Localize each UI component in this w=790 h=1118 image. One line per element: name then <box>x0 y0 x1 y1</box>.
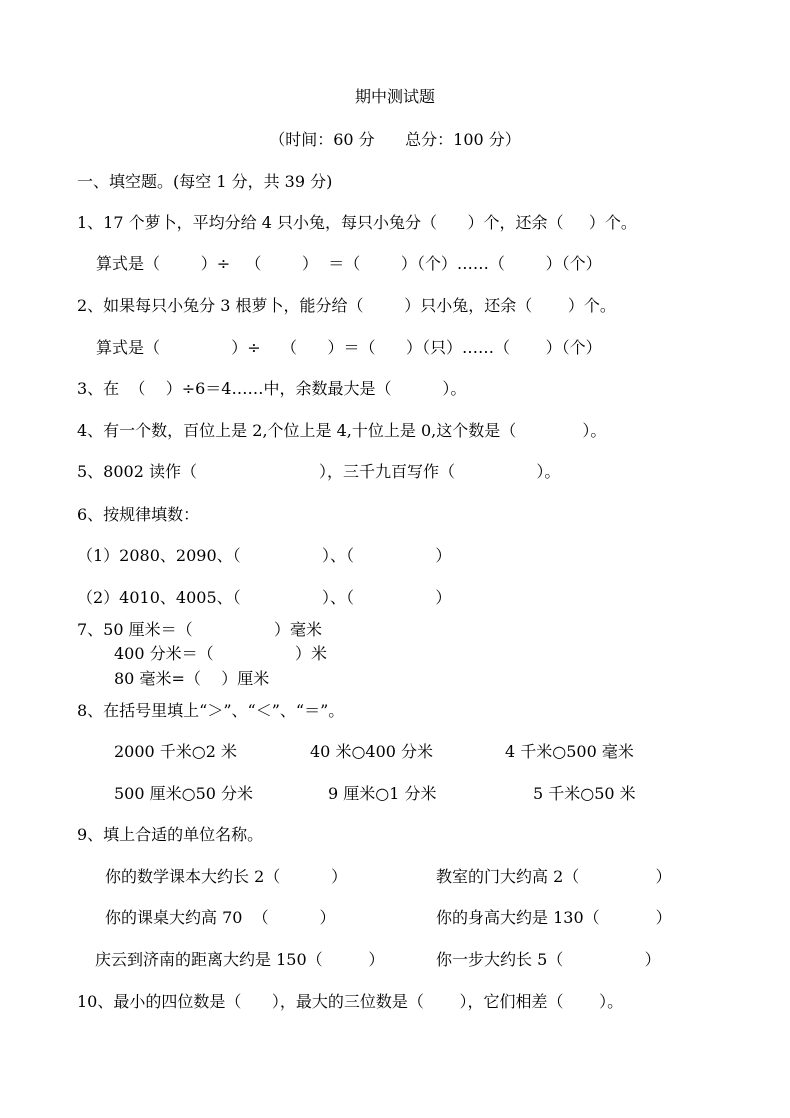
unit-item: 你的课桌大约高 70 （ ） <box>105 908 336 927</box>
compare-item: 9 厘米○1 分米 <box>328 784 437 803</box>
page-title: 期中测试题 <box>354 87 435 106</box>
question-7-line-3: 80 毫米=（ ）厘米 <box>114 669 270 688</box>
compare-item: 500 厘米○50 分米 <box>114 784 254 803</box>
question-4: 4、有一个数，百位上是 2,个位上是 4,十位上是 0,这个数是（ ）。 <box>77 421 607 440</box>
unit-item: 你的数学课本大约长 2（ ） <box>105 867 348 886</box>
question-1: 1、17 个萝卜，平均分给 4 只小兔，每只小兔分（ ）个，还余（ ）个。 <box>77 213 637 232</box>
question-6-part-1: （1）2080、2090、（ ）、（ ） <box>77 546 452 565</box>
question-1-formula: 算式是（ ）÷ （ ） ＝（ ）（个）……（ ）（个） <box>96 254 602 273</box>
question-5: 5、8002 读作（ ），三千九百写作（ ）。 <box>77 462 561 481</box>
unit-item: 你一步大约长 5（ ） <box>436 950 661 969</box>
page-subtitle: （时间：60 分 总分：100 分） <box>269 130 521 149</box>
section-heading: 一、填空题。(每空 1 分，共 39 分) <box>77 172 333 191</box>
compare-item: 2000 千米○2 米 <box>114 742 238 761</box>
question-2-formula: 算式是（ ）÷ （ ）＝（ ）（只）……（ ）（个） <box>96 338 602 357</box>
question-3: 3、在 （ ）÷6＝4……中，余数最大是（ ）。 <box>77 379 467 398</box>
question-10: 10、最小的四位数是（ ），最大的三位数是（ ），它们相差（ ）。 <box>77 992 624 1011</box>
question-6: 6、按规律填数： <box>77 505 200 524</box>
question-7-line-1: 7、50 厘米＝（ ）毫米 <box>77 620 323 639</box>
unit-item: 庆云到济南的距离大约是 150（ ） <box>95 950 385 969</box>
question-8: 8、在括号里填上“＞”、“＜”、“＝”。 <box>77 701 345 720</box>
question-6-part-2: （2）4010、4005、（ ）、（ ） <box>77 588 452 607</box>
compare-item: 5 千米○50 米 <box>533 784 636 803</box>
unit-item: 你的身高大约是 130（ ） <box>436 908 672 927</box>
question-9: 9、填上合适的单位名称。 <box>77 825 264 844</box>
question-2: 2、如果每只小兔分 3 根萝卜，能分给（ ）只小兔，还余（ ）个。 <box>77 296 616 315</box>
compare-item: 4 千米○500 毫米 <box>505 742 634 761</box>
compare-item: 40 米○400 分米 <box>310 742 434 761</box>
question-7-line-2: 400 分米＝（ ）米 <box>114 644 328 663</box>
unit-item: 教室的门大约高 2（ ） <box>436 867 672 886</box>
